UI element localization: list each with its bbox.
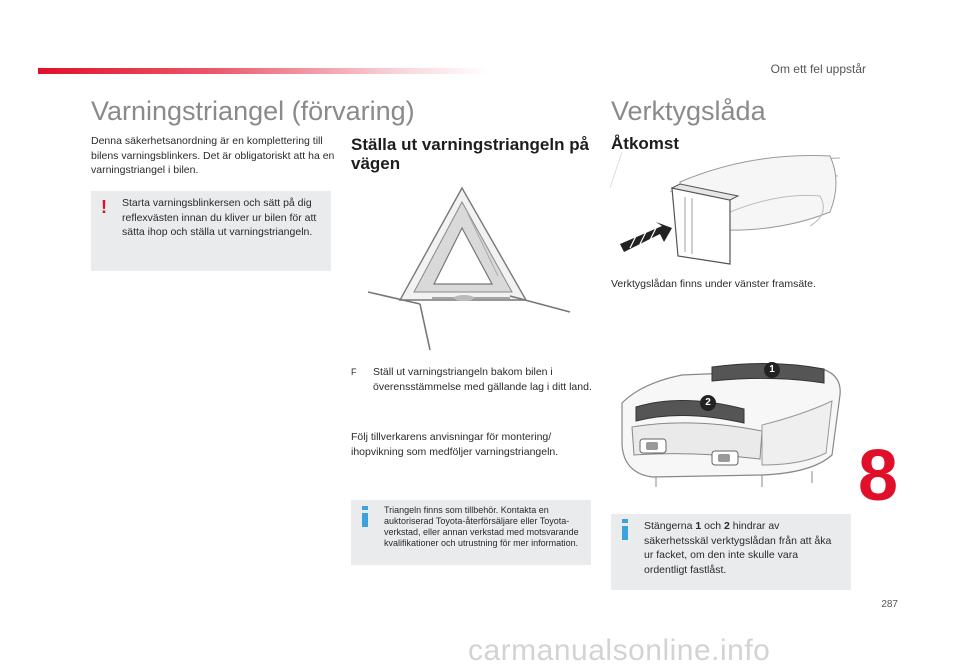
toolbox-drawer-illustration bbox=[612, 355, 852, 495]
bullet-symbol: F bbox=[351, 367, 357, 377]
header-accent-bar bbox=[38, 68, 488, 74]
callout-1: 1 bbox=[764, 362, 780, 378]
warning-triangle-illustration bbox=[360, 180, 580, 360]
warning-icon: ! bbox=[101, 197, 107, 217]
section-label: Om ett fel uppstår bbox=[770, 62, 866, 76]
info-text-prefix: Stängerna bbox=[644, 520, 696, 532]
info-bold-1: 1 bbox=[695, 520, 702, 532]
info-bold-2: 2 bbox=[723, 520, 730, 532]
warning-text: Starta varningsblinkersen och sätt på dig reflexvästen innan du kliver ur bilen för att sätta ihop och ställa ut varningstriangeln. bbox=[122, 197, 317, 238]
follow-instructions-text: Följ tillverkarens anvisningar för montering/ ihopvikning som medföljer varningstriangeln. bbox=[351, 431, 559, 458]
info-text-toolbox-bars bbox=[644, 519, 842, 577]
watermark: carmanualsonline.info bbox=[468, 634, 771, 667]
info-text-accessory: Triangeln finns som tillbehör. Kontakta en auktoriserad Toyota-återförsäljare eller Toyota-verkstad, eller annan verkstad med motsvarande kvalifikationer och utrustning för mer information. bbox=[384, 505, 579, 548]
section-title-access: Åtkomst bbox=[611, 134, 680, 153]
toolbox-location-caption: Verktygslådan finns under vänster framsäte. bbox=[611, 278, 816, 290]
info-icon bbox=[362, 506, 368, 524]
section-title-place-triangle: Ställa ut varningstriangeln på vägen bbox=[351, 135, 590, 173]
intro-paragraph: Denna säkerhetsanordning är en komplettering till bilens varningsblinkers. Det är obligatoriskt att ha en varningstriangel i bilen. bbox=[91, 135, 335, 176]
info-text-mid: och bbox=[701, 520, 724, 532]
info-text-suffix: hindrar av säkerhetsskäl verktygslådan från att åka ur facket, om den inte skulle vara ordentligt fastlåst. bbox=[644, 520, 832, 576]
chapter-number: 8 bbox=[858, 436, 899, 516]
info-icon bbox=[622, 519, 628, 537]
page-number: 287 bbox=[881, 599, 898, 610]
callout-2: 2 bbox=[700, 395, 716, 411]
page-title-warning-triangle: Varningstriangel (förvaring) bbox=[91, 96, 415, 126]
bullet-text: Ställ ut varningstriangeln bakom bilen i överensstämmelse med gällande lag i ditt land. bbox=[373, 366, 592, 393]
page-title-toolbox: Verktygslåda bbox=[611, 96, 766, 126]
seat-toolbox-illustration bbox=[610, 152, 850, 272]
